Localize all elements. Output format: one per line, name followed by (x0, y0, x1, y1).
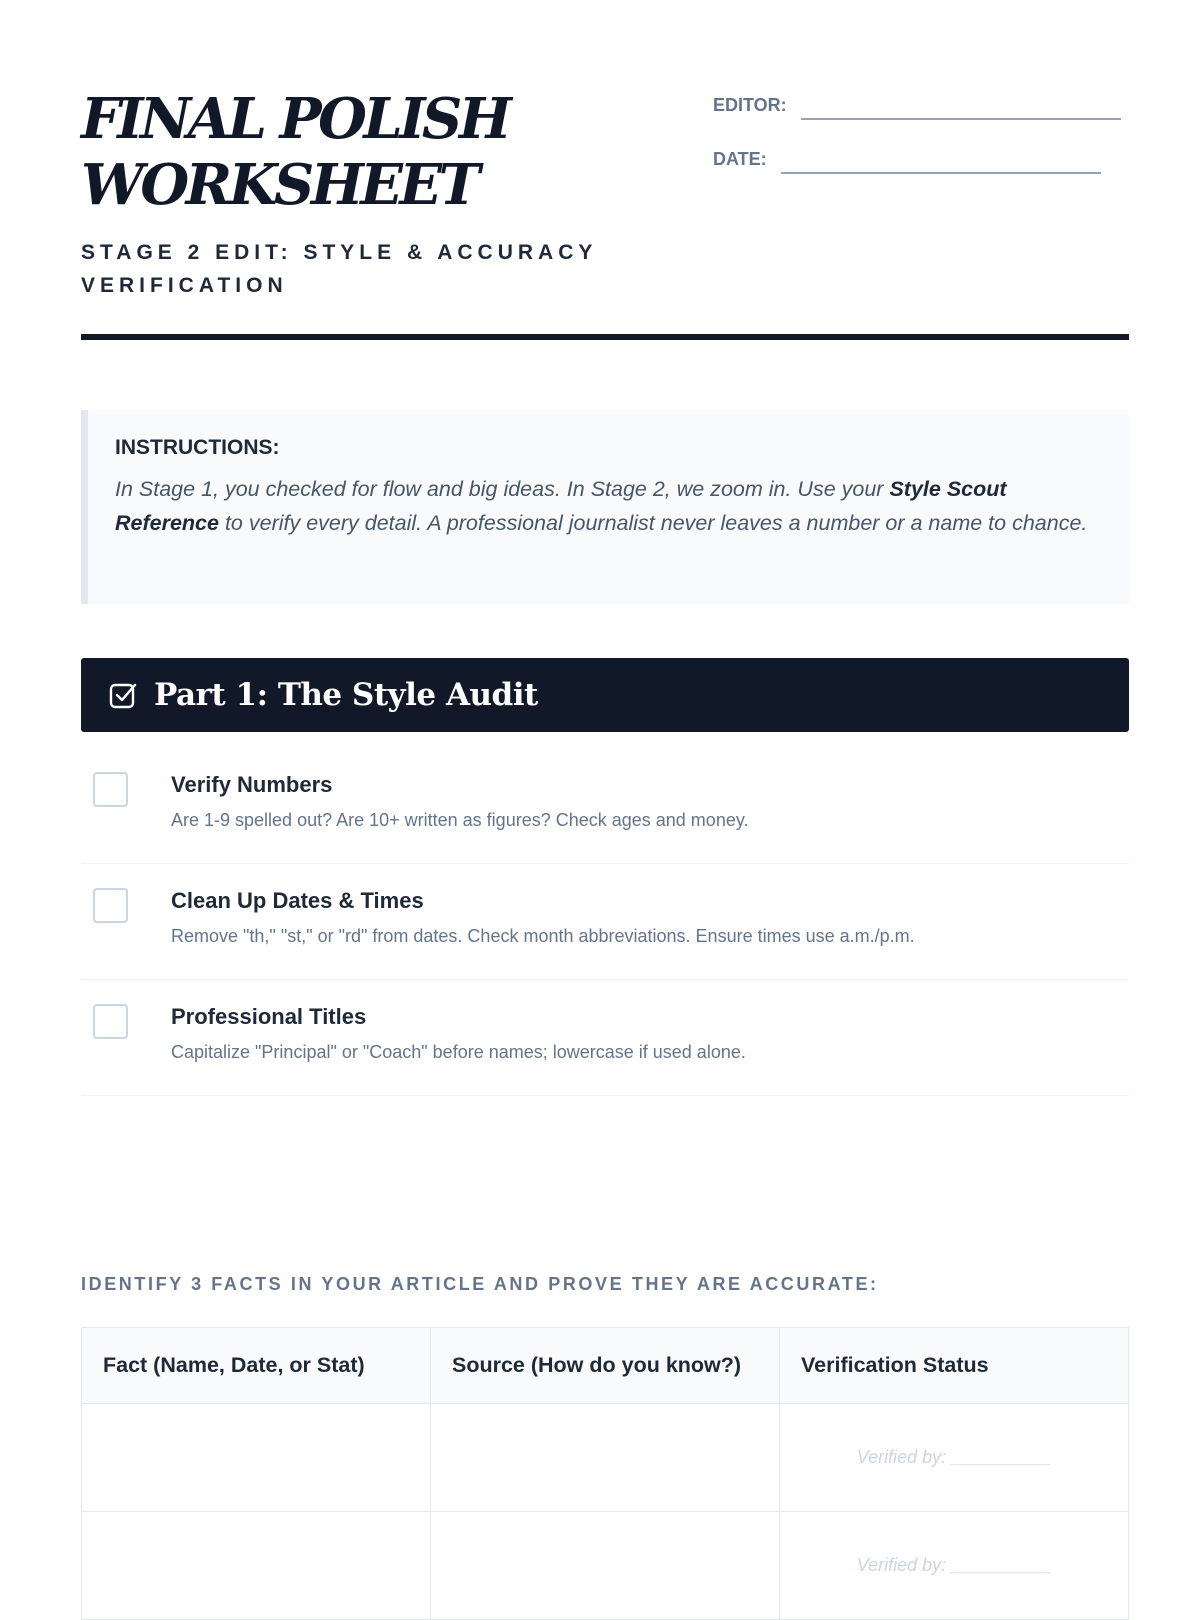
fact-cell[interactable] (82, 1512, 431, 1620)
part1-title: Part 1: The Style Audit (154, 677, 538, 713)
checklist-item-numbers (81, 748, 1129, 864)
instructions-heading: INSTRUCTIONS: (115, 436, 280, 459)
facts-table (81, 1327, 1129, 1620)
checklist-item-title: Professional Titles (171, 1004, 367, 1029)
instructions-text-bold: Style Scout Reference (115, 477, 1007, 535)
checklist-item-desc: Capitalize "Principal" or "Coach" before names; lowercase if used alone. (171, 1042, 746, 1062)
table-row (82, 1512, 1129, 1620)
fact-cell[interactable] (82, 1404, 431, 1512)
instructions-text-start: In Stage 1, you checked for flow and big ideas. In Stage 2, we zoom in. Use your (115, 477, 890, 501)
checklist-item-desc: Are 1-9 spelled out? Are 10+ written as figures? Check ages and money. (171, 810, 749, 830)
checklist-item-titles (81, 980, 1129, 1096)
facts-heading: IDENTIFY 3 FACTS IN YOUR ARTICLE AND PROVE THEY ARE ACCURATE: (81, 1274, 879, 1294)
checkbox[interactable] (93, 772, 128, 807)
verification-cell[interactable]: Verified by: __________ (780, 1512, 1129, 1620)
date-label: DATE: (713, 149, 767, 169)
checklist-item-title: Verify Numbers (171, 772, 333, 797)
source-cell[interactable] (431, 1512, 780, 1620)
page-title-line-1: FINAL POLISH (81, 86, 509, 152)
editor-row (713, 86, 1129, 122)
header-divider (81, 334, 1129, 340)
page-subtitle: STAGE 2 EDIT: STYLE & ACCURACY VERIFICATION (81, 241, 597, 297)
page-title-line-2: WORKSHEET (81, 152, 477, 218)
worksheet-page (81, 0, 1129, 1575)
column-header-fact: Fact (Name, Date, or Stat) (82, 1328, 431, 1404)
date-field[interactable] (781, 172, 1101, 174)
checkbox[interactable] (93, 1004, 128, 1039)
checkbox-checked-icon (108, 678, 142, 712)
checklist-item-dates (81, 864, 1129, 980)
table-header-row (82, 1328, 1129, 1404)
editor-field[interactable] (801, 118, 1121, 120)
style-audit-checklist (81, 748, 1129, 1096)
column-header-source: Source (How do you know?) (431, 1328, 780, 1404)
date-row (713, 140, 1129, 176)
instructions-panel (81, 410, 1129, 604)
checklist-item-title: Clean Up Dates & Times (171, 888, 424, 913)
instructions-text (115, 472, 1103, 540)
checkbox[interactable] (93, 888, 128, 923)
page-title (81, 86, 641, 218)
column-header-status: Verification Status (780, 1328, 1129, 1404)
title-block (81, 86, 641, 302)
instructions-text-end: to verify every detail. A professional journalist never leaves a number or a name to chance. (218, 511, 1088, 535)
editor-label: EDITOR: (713, 95, 787, 115)
meta-fields (713, 86, 1129, 194)
verification-cell[interactable]: Verified by: __________ (780, 1404, 1129, 1512)
header (81, 0, 1129, 345)
part1-header (81, 658, 1129, 732)
source-cell[interactable] (431, 1404, 780, 1512)
table-row (82, 1404, 1129, 1512)
checklist-item-desc: Remove "th," "st," or "rd" from dates. Check month abbreviations. Ensure times use a.m./p.m. (171, 926, 915, 946)
